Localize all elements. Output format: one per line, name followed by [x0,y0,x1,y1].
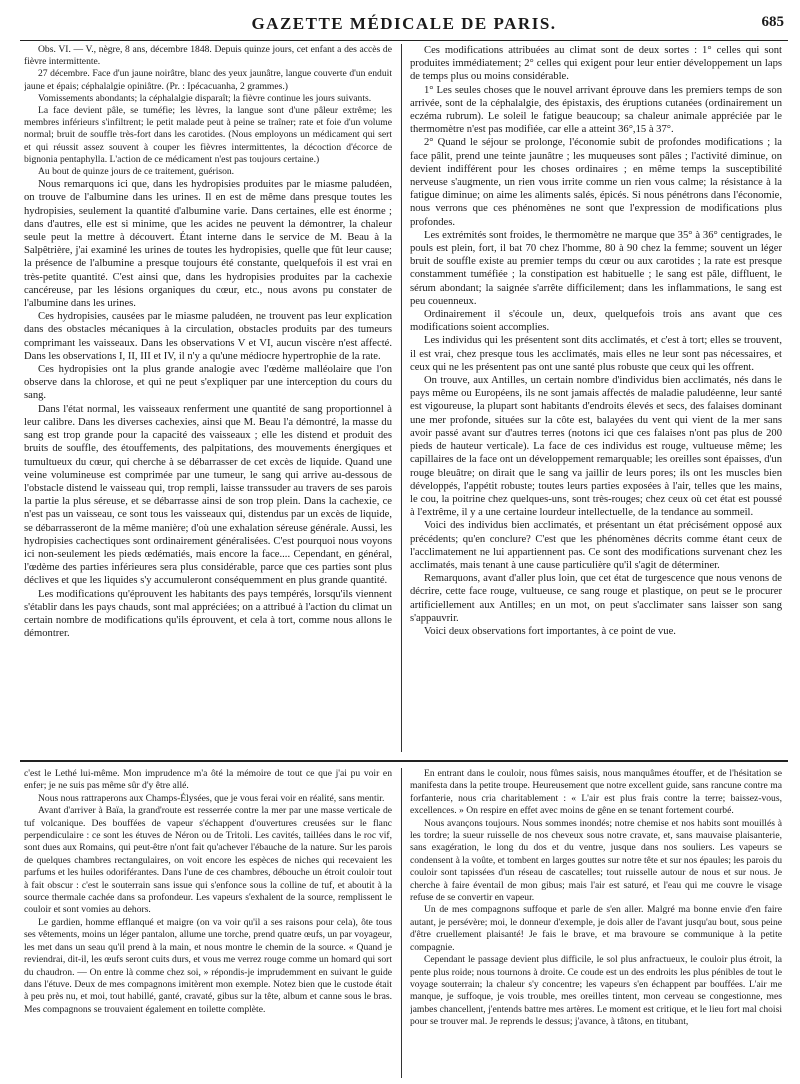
paragraph: Les modifications qu'éprouvent les habitants des pays tempérés, lorsqu'ils viennent s'établir dans les pays chauds, sont mal appréciées; on a attribué à l'action du climat un certain nombre de modifications qu'ils éprouvent, et cela à tort, comme nous allons le démontrer. [24,588,392,640]
paragraph: Ces modifications attribuées au climat sont de deux sortes : 1° celles qui sont produites immédiatement; 2° celles qui exigent pour leur entier développement un laps de temps plus ou moins considérable. [410,45,782,83]
observation-paragraph: La face devient pâle, se tuméfie; les lèvres, la langue sont d'une pâleur extrême; les membres inférieurs s'infiltrent; le petit malade peut à peine se traîner; rate et foie d'un volume normal; bruit de souffle très-fort dans les carotides. (Nous employons un médicament qui sert et qui réussit assez souvent à couper les fièvres intermittentes, la décoction d'écorce de bignonia pentaphylla. L'action de ce médicament n'est pas toujours certaine.) [24,105,392,165]
paragraph: Le gardien, homme efflanqué et maigre (on va voir qu'il a ses raisons pour cela), ôte tous ses vêtements, moins un léger pantalon, allume une torche, prend quatre œufs, un par voyageur, les met dans un seau qu'il prend à la main, et nous montre le chemin de la source. « Quand je reviendrai, dit-il, les œufs seront cuits durs, et vous me verrez rouge comme un homard qui sort du chaudron. — On entre là comme chez soi, » répondis-je imprudemment en suivant le guide dans l'étuve. Deux de mes compagnons imitèrent mon exemple. Notez bien que le custode était à peu près nu, et moi, tout habillé, ganté, cravaté, gibus sur la tête, album et canne sous le bras. Mes compagnons se trouvaient également en toilette complète. [24,916,392,1015]
newspaper-page [20,0,788,1084]
article-right-column [410,44,782,752]
paragraph: Ces hydropisies ont la plus grande analogie avec l'œdème malléolaire que l'on observe dans la chlorose, et qui ne peut s'expliquer par une interception du cours du sang. [24,364,392,402]
paragraph: Ces hydropisies, causées par le miasme paludéen, ne trouvent pas leur explication dans des obstacles mécaniques à la circulation, obstacles produits par des tumeurs comprimant les vaisseaux. Dans les observations V et VI, aucun viscère n'est affecté. Dans les observations I, II, III et IV, il n'y a qu'une médiocre hypertrophie de la rate. [24,311,392,362]
paragraph: Voici deux observations fort importantes, à ce point de vue. [424,625,676,637]
paragraph: Cependant le passage devient plus difficile, le sol plus anfractueux, le couloir plus étroit, la pente plus roide; nous tournons à droite. Ce coude est un des endroits les plus pénibles de tout le voyage souterrain; la chaleur s'y concentre; les vapeurs s'en échappent par bouffées. L'air me manque, je suffoque, je vois trouble, mes oreilles tintent, mon cerveau se congestionne, mes jambes chancellent, j'entends battre mes artères. Le moment est critique, et le lieu fort mal choisi pour se trouver mal. Je reprends le dessus; j'avance, à tâtons, en titubant, [410,954,782,1028]
observation-paragraph: 27 décembre. Face d'un jaune noirâtre, blanc des yeux jaunâtre, langue couverte d'un enduit jaune et épais; céphalalgie opiniâtre. (Pr. : Ipécacuanha, 2 grammes.) [24,68,392,92]
paragraph: Nous avançons toujours. Nous sommes inondés; notre chemise et nos habits sont mouillés à les tordre; la sueur ruisselle de nos cheveux sous notre cravate, et, sans mauvaise plaisanterie, sans exagération, le long du dos et du ventre, jusque dans nos souliers. Les vapeurs se condensent à la voûte, et tombent en larges gouttes sur notre tête et sur nos épaules; les parois du couloir sont tapissées d'un réseau de cascatelles; tout ruisselle autour de nous et sur nous. Je cherche à faire éventail de mon gibus; mais l'air est saturé, et l'eau qui me couvre le visage refuse de se convertir en vapeur. [410,817,782,904]
journal-title: GAZETTE MÉDICALE DE PARIS. [251,14,557,33]
column-divider [401,44,402,752]
paragraph: Remarquons, avant d'aller plus loin, que cet état de turgescence que nous venons de décrire, cette face rouge, vultueuse, ce sang rouge et plastique, on peut se le procurer artificiellement aux Antilles; en un mot, on peut s'acclimater sans laisser son sang s'appauvrir. [410,573,782,624]
paragraph: 1° Les seules choses que le nouvel arrivant éprouve dans les premiers temps de son arrivée, sont de la céphalalgie, des épistaxis, des éruptions cutanées (ordinairement un eczéma rubrum). Le soleil le fatigue beaucoup; sa chaleur animale appréciée par le thermomètre n'est pas modifiée, car elle a atteint 36°,15 à 37°. [410,84,782,136]
page-header [20,14,788,38]
observation-paragraph: Obs. VI. — V., nègre, 8 ans, décembre 1848. Depuis quinze jours, cet enfant a des accès de fièvre intermittente. [24,44,392,68]
feuilleton-left-column [24,768,392,1078]
column-divider [401,768,402,1078]
paragraph: Nous nous rattraperons aux Champs-Élysées, que je vous ferai voir en réalité, sans mentir. [38,792,385,804]
feuilleton-rule [20,760,788,762]
paragraph: Dans l'état normal, les vaisseaux renferment une quantité de sang proportionnel à leur calibre. Dans les diverses cachexies, ainsi que M. Beau l'a démontré, la masse du sang est trop grande pour la capacité des vaisseaux ; elle les distend et produit des bruits de souffle, des étouffements, des palpitations, des mouvements énergiques et tumultueux du cœur, qui cherche à se débarrasser de cet excès de liquide. Quand une veine volumineuse est comprimée par une tumeur, le sang qui arrive au-dessous de l'obstacle distend le vaisseau qui, trop rempli, laisse transsuder au travers de ses parois la partie la plus séreuse, et se débarrasse ainsi de son trop plein. Dans la cachexie, ce n'est pas un vaisseau, ce sont tous les vaisseaux qui, distendus par un excès de liquide, se débarrasseront de la même manière; d'où une exhalation séreuse générale. Aussi, les hydropisies cachectiques sont ordinairement généralisées. C'est pourquoi nous voyons ici non-seulement les pieds œdématiés, mais encore la face.... Cependant, en général, l'œdème des parties inférieures sera plus considérable, parce que ces parties sont plus déclives et que les liquides s'y accumuleront conséquemment en plus grande quantité. [24,403,392,587]
paragraph: Les individus qui les présentent sont dits acclimatés, et c'est à tort; elles se trouvent, il est vrai, chez presque tous les acclimatés, mais elles ne leur sont pas nécessaires, et ceux qui ne les présentent pas ont une santé plus robuste que ceux qui les offrent. [410,335,782,373]
paragraph: c'est le Lethé lui-même. Mon imprudence m'a ôté la mémoire de tout ce que j'ai pu voir en enfer; je ne suis pas même sûr d'y être allé. [24,768,392,792]
paragraph: Voici des individus bien acclimatés, et présentant un état précisément opposé aux précédents; qu'en conclure? C'est que les phénomènes décrits comme étant ceux de l'acclimatement ne lui appartiennent pas. Ce sont des modifications survenant chez les acclimatés, mais tenant à une cause particulière qu'il s'agit de déterminer. [410,520,782,571]
paragraph: Nous remarquons ici que, dans les hydropisies produites par le miasme paludéen, on trouve de l'albumine dans les urines. Il en est de même dans presque toutes les hydropisies, seulement la quantité d'albumine varie. Dans certaines, elle est énorme ; dans d'autres, elle est si minime, que les acides ne peuvent la démontrer, la chaleur seule peut la mettre à découvert. Étant interne dans le service de M. Beau à la Salpêtrière, j'ai examiné les urines de toutes les hydropisies, quelle que fût leur cause; la présence de l'albumine a presque toujours été constante, quelquefois il est vrai en très-petite quantité. C'est ainsi que, dans les hydropisies produites par la cachexie cancéreuse, par les lésions organiques du cœur, etc., nous avons pu constater de l'albumine dans les urines. [24,179,392,310]
observation-paragraph: Au bout de quinze jours de ce traitement, guérison. [38,166,235,178]
paragraph: 2° Quand le séjour se prolonge, l'économie subit de profondes modifications ; la face pâlit, prend une teinte jaunâtre ; les muqueuses sont pâles ; l'activité diminue, on devient indifférent pour les choses ordinaires ; en même temps la susceptibilité nerveuse s'augmente, un rien vous irrite comme un rien vous calme; la résistance à la fatigue diminue; on aime les aliments salés, épicés. Si nous pénétrons dans l'économie, nous verrons que ces phénomènes ne sont que l'expression de modifications plus profondes. [410,137,782,228]
paragraph: On trouve, aux Antilles, un certain nombre d'individus bien acclimatés, nés dans le pays même ou Européens, ils ne sont jamais affectés de maladie paludéenne, leur santé est vigoureuse, la plupart sont habitants d'endroits élevés et secs, des falaises dominant une mer profonde, situées sur la côte est, balayées du vent qui vient de la mer sans avoir passé avant sur d'autres terres (notons ici que ces falaises n'ont pas plus de 200 pieds de hauteur verticale). La face de ces individus est rouge, vultueuse même; les capillaires de la face ont un développement remarquable; les oreilles sont épaisses, d'un rouge bleuâtre; on dirait que le sang va jaillir de leurs pores; ils ont les muscles bien développés, l'appétit robuste; toutes leurs parties exposées à l'air, telles que les mains, le cou, la poitrine chez quelques-uns, sont très-rouges; chez ceux où cet état est poussé à l'extrême, il y a une certaine lourdeur intellectuelle, de la tendance au sommeil. [410,375,782,519]
paragraph: En entrant dans le couloir, nous fûmes saisis, nous manquâmes étouffer, et de l'hésitation se manifesta dans la petite troupe. Heureusement que notre excellent guide, sans rancune contre ma forfanterie, nous cria charitablement : « L'air est plus frais contre la terre; baissez-vous, excellences. » On respire en effet avec moins de gêne en se tenant fortement courbé. [410,768,782,817]
paragraph: Les extrémités sont froides, le thermomètre ne marque que 35° à 36° centigrades, le pouls est plein, fort, il bat 70 chez l'homme, 80 à 90 chez la femme; souvent un léger bruit de souffle existe au premier temps du cœur ou aux carotides ; la rate est presque constamment tuméfiée ; la constipation est habituelle ; le sang est pâle, diffluent, le sérum abondant; la saignée s'arrête difficilement; dans les inflammations, le sang est peu couenneux. [410,229,782,307]
feuilleton-right-column [410,768,782,1078]
page-number: 685 [761,14,784,30]
header-rule [20,40,788,41]
paragraph: Ordinairement il s'écoule un, deux, quelquefois trois ans avant que ces modifications soient accomplies. [410,309,782,334]
article-left-column [24,44,392,752]
paragraph: Un de mes compagnons suffoque et parle de s'en aller. Malgré ma bonne envie d'en faire autant, je persévère; moi, le donneur d'exemple, je dois aller de l'avant jusqu'au bout, sous peine d'être cruellement plaisanté! Je fais le brave, et ma bravoure se communique à la petite compagnie. [410,904,782,953]
observation-paragraph: Vomissements abondants; la céphalalgie disparaît; la fièvre continue les jours suivants. [38,92,372,104]
paragraph: Avant d'arriver à Baïa, la grand'route est resserrée contre la mer par une masse verticale de tuf volcanique. Des bouffées de vapeur s'échappent d'ouvertures creusées sur le flanc perpendiculaire : ce sont les étuves de Néron ou de Tritoli. Les cavités, taillées dans le roc vif, sont dues aux Romains, qui peut-être n'ont fait qu'achever l'ébauche de la nature. Sur les parois de quelques chambres rectangulaires, on voit encore les espèces de niches qui recevaient les parfums et les huiles odoriférantes. Dans l'une de ces chambres, débouche un étroit couloir tout à fait obscur : c'est le souterrain sans issue qui s'enfonce sous la colline de tuf, et aboutit à la source thermale cachée dans sa profondeur. Les vapeurs s'exhalent de la source, remplissent le couloir et sont vomies au dehors. [24,805,392,916]
